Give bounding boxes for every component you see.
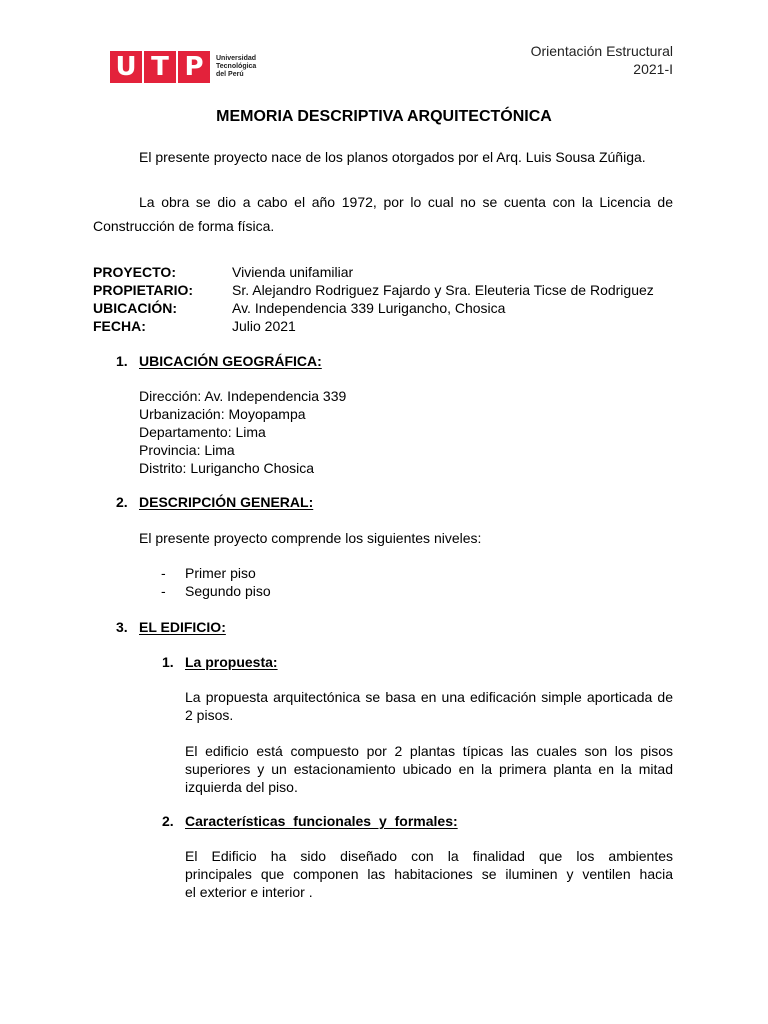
features-paragraph [185, 847, 673, 901]
logo-university-name [216, 55, 256, 79]
logo-letters [110, 51, 210, 83]
info-label: UBICACIÓN: [93, 300, 177, 316]
proposal-paragraph-1 [185, 688, 673, 724]
list-item-label: Segundo piso [185, 583, 271, 599]
subsection-number: 2. [162, 813, 174, 829]
info-label: PROPIETARIO: [93, 282, 194, 298]
logo-name-line-2: Tecnológica [216, 63, 257, 70]
bullet-dash: - [161, 583, 166, 599]
info-row [93, 317, 654, 335]
info-row [93, 263, 654, 281]
paragraph-line: principales que componen las habitaciones se iluminen y ventilen hacia [185, 866, 673, 882]
info-value: Vivienda unifamiliar [232, 264, 354, 280]
section-2-heading [116, 493, 313, 511]
subsection-2-heading [162, 812, 458, 830]
info-value: Julio 2021 [232, 318, 296, 334]
list-item [161, 582, 271, 600]
paragraph-line: izquierda del piso. [185, 779, 298, 795]
header-course-info [531, 42, 673, 78]
section-number: 1. [116, 353, 128, 369]
course-name: Orientación Estructural [530, 43, 673, 59]
logo-letter-u: U [110, 51, 142, 83]
term: 2021-I [633, 61, 673, 77]
logo-letter-t: T [144, 51, 176, 83]
logo-name-line-1: Universidad [216, 55, 257, 62]
location-line: Provincia: Lima [139, 442, 235, 458]
logo-name-line-3: del Perú [216, 71, 244, 78]
utp-logo [110, 51, 256, 83]
info-value: Sr. Alejandro Rodriguez Fajardo y Sra. Eleuteria Ticse de Rodriguez [232, 282, 654, 298]
paragraph-line: superiores y un estacionamiento ubicado en la primera planta en la mitad [185, 761, 673, 777]
subsection-title: Características funcionales y formales: [185, 813, 458, 829]
intro-paragraph-1: El presente proyecto nace de los planos otorgados por el Arq. Luis Sousa Zúñiga. [139, 149, 646, 165]
levels-list [161, 564, 271, 600]
intro-paragraph-2 [93, 193, 673, 235]
subsection-1-heading [162, 653, 278, 671]
paragraph-line: El edificio está compuesto por 2 plantas típicas las cuales son los pisos [185, 743, 673, 759]
intro-p2-line-1: La obra se dio a cabo el año 1972, por lo cual no se cuenta con la Licencia de [139, 194, 673, 210]
subsection-number: 1. [162, 654, 174, 670]
section-2-text: El presente proyecto comprende los siguientes niveles: [139, 530, 482, 546]
list-item-label: Primer piso [185, 565, 256, 581]
location-line: Urbanización: Moyopampa [139, 406, 306, 422]
paragraph-line: el exterior e interior . [185, 884, 313, 900]
info-label: PROYECTO: [93, 264, 176, 280]
location-line: Distrito: Lurigancho Chosica [139, 460, 315, 476]
info-value: Av. Independencia 339 Lurigancho, Chosica [232, 300, 506, 316]
section-title: UBICACIÓN GEOGRÁFICA: [139, 353, 322, 369]
section-title: DESCRIPCIÓN GENERAL: [139, 494, 314, 510]
section-number: 3. [116, 619, 128, 635]
intro-p2-line-2: Construcción de forma física. [93, 218, 275, 234]
bullet-dash: - [161, 565, 166, 581]
project-info [93, 263, 654, 335]
logo-letter-p: P [178, 51, 210, 83]
document-title: MEMORIA DESCRIPTIVA ARQUITECTÓNICA [216, 108, 552, 125]
list-item [161, 564, 271, 582]
section-3-heading [116, 618, 226, 636]
paragraph-line: La propuesta arquitectónica se basa en una edificación simple aporticada de [185, 689, 673, 705]
location-line: Departamento: Lima [139, 424, 266, 440]
paragraph-line: El Edificio ha sido diseñado con la finalidad que los ambientes [185, 848, 673, 864]
section-number: 2. [116, 494, 128, 510]
section-title: EL EDIFICIO: [139, 619, 226, 635]
info-label: FECHA: [93, 318, 146, 334]
subsection-title: La propuesta: [185, 654, 278, 670]
location-details [139, 387, 346, 477]
proposal-paragraph-2 [185, 742, 673, 796]
paragraph-line: 2 pisos. [185, 707, 234, 723]
location-line: Dirección: Av. Independencia 339 [139, 388, 347, 404]
info-row [93, 299, 654, 317]
info-row [93, 281, 654, 299]
section-1-heading [116, 352, 322, 370]
